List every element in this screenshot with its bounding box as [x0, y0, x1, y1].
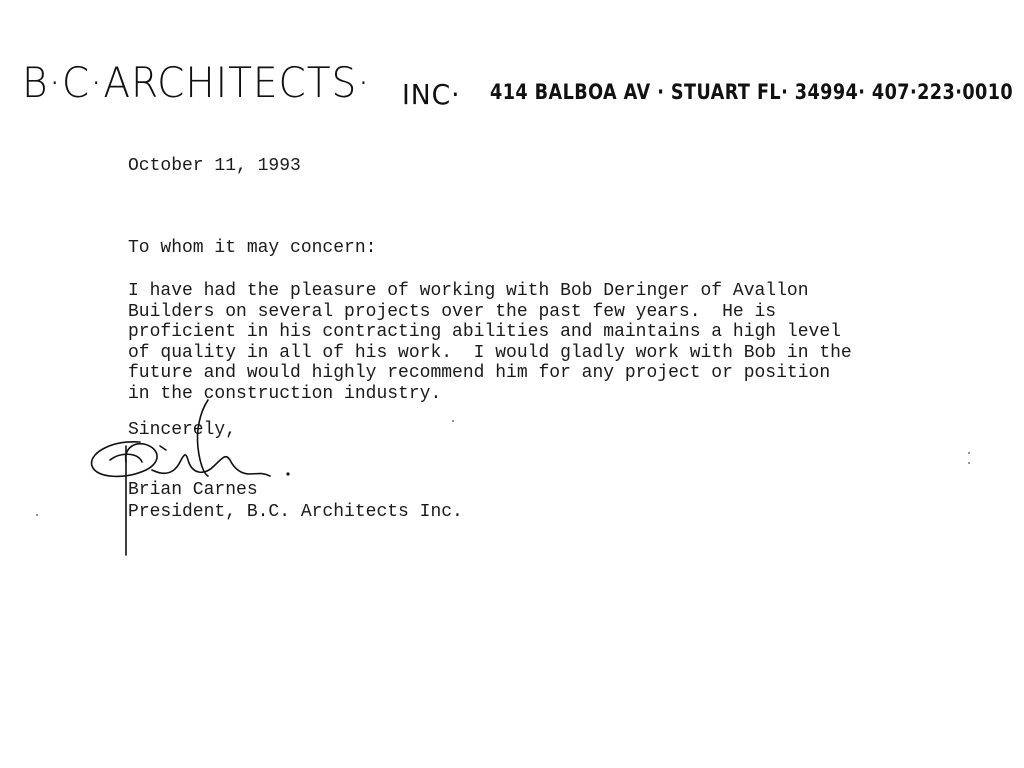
body-line: Builders on several projects over the past few years. He is: [128, 301, 777, 322]
handwritten-signature-icon: [80, 390, 320, 560]
letterhead-address: 414 BALBOA AV · STUART FL· 34994· 407·223·0010: [490, 80, 1014, 104]
letter-closing: Sincerely,: [128, 420, 237, 440]
letter-salutation: To whom it may concern:: [128, 238, 377, 258]
body-line: I have had the pleasure of working with Bob Deringer of Avallon: [128, 281, 809, 301]
signer-title: President, B.C. Architects Inc.: [128, 502, 463, 522]
letterhead-inc: INC·: [402, 78, 461, 111]
letter-date: October 11, 1993: [128, 156, 301, 176]
body-line: proficient in his contracting abilities and maintains a high level: [128, 322, 841, 342]
paper-speck: [968, 452, 970, 454]
paper-speck: [452, 420, 454, 422]
letter-body: [128, 281, 928, 404]
paper-speck: [36, 514, 38, 516]
letterhead-firm-name: B·C·ARCHITECTS·: [22, 58, 371, 107]
body-line: of quality in all of his work. I would gladly work with Bob in the: [128, 342, 852, 363]
letterhead: [22, 52, 1012, 122]
body-line: in the construction industry.: [128, 383, 442, 404]
signer-name: Brian Carnes: [128, 480, 258, 500]
body-line: future and would highly recommend him for any project or position: [128, 363, 831, 383]
paper-speck: [968, 462, 970, 464]
